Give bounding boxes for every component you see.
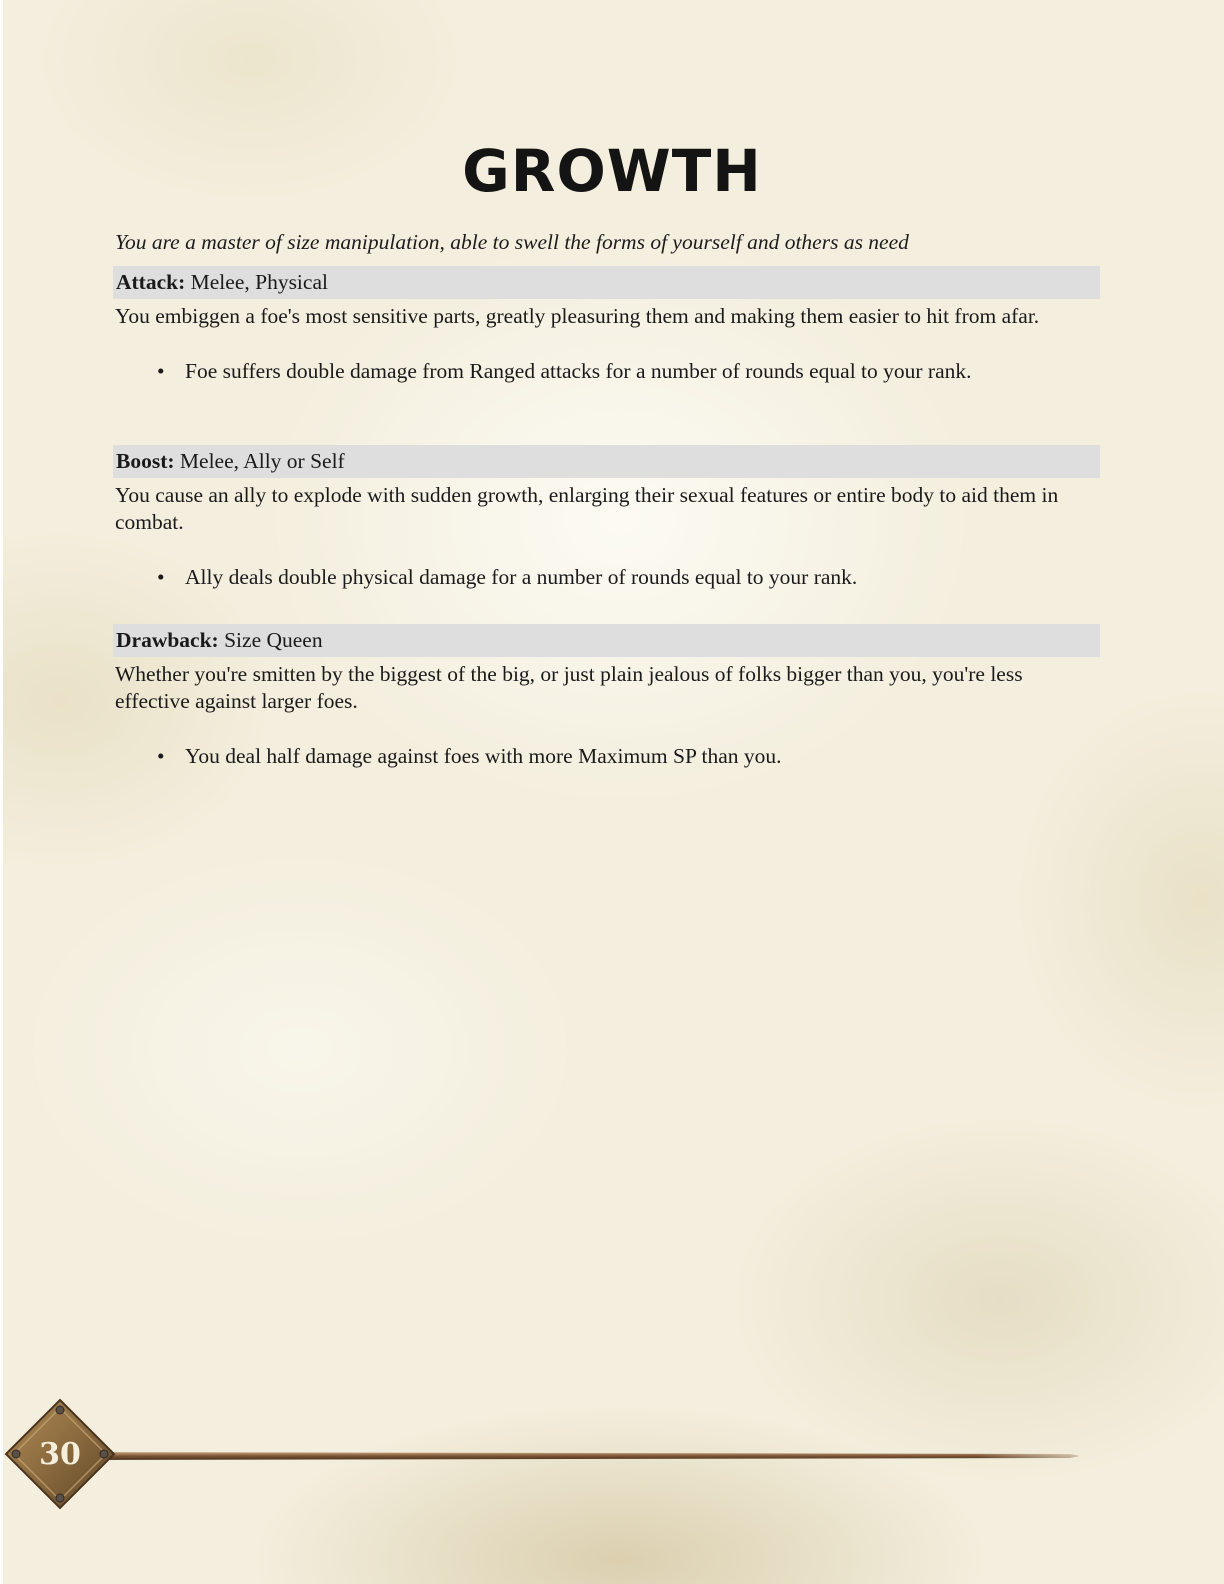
boost-bullet-text: Ally deals double physical damage for a number of rounds equal to your rank. xyxy=(185,565,858,589)
bullet-icon: • xyxy=(157,744,165,768)
drawback-section xyxy=(113,624,1100,770)
footer-rule xyxy=(60,1449,1080,1463)
attack-label: Attack: xyxy=(116,270,186,294)
attack-bullet-list xyxy=(113,358,1100,385)
drawback-header xyxy=(113,624,1100,657)
drawback-value: Size Queen xyxy=(224,628,323,652)
drawback-label: Drawback: xyxy=(116,628,219,652)
list-item xyxy=(113,564,1100,591)
attack-section xyxy=(113,266,1100,385)
drawback-description: Whether you're smitten by the biggest of the big, or just plain jealous of folks bigger than you, you're less effective against larger foes. xyxy=(115,662,1023,713)
drawback-bullet-list xyxy=(113,743,1100,770)
page-edge xyxy=(0,0,3,1584)
boost-header xyxy=(113,445,1100,478)
page-title: GROWTH xyxy=(462,137,762,205)
attack-header xyxy=(113,266,1100,299)
bullet-icon: • xyxy=(157,565,165,589)
boost-label: Boost: xyxy=(116,449,175,473)
boost-bullet-list xyxy=(113,564,1100,591)
boost-description: You cause an ally to explode with sudden growth, enlarging their sexual features or entire body to aid them in combat. xyxy=(115,483,1059,534)
drawback-bullet-text: You deal half damage against foes with more Maximum SP than you. xyxy=(185,744,782,768)
boost-value: Melee, Ally or Self xyxy=(179,449,345,473)
boost-section xyxy=(113,445,1100,591)
attack-bullet-text: Foe suffers double damage from Ranged attacks for a number of rounds equal to your rank. xyxy=(185,359,972,383)
list-item xyxy=(113,358,1100,385)
intro-text: You are a master of size manipulation, able to swell the forms of yourself and others as need xyxy=(115,230,909,254)
attack-value: Melee, Physical xyxy=(190,270,328,294)
bullet-icon: • xyxy=(157,359,165,383)
attack-description: You embiggen a foe's most sensitive parts, greatly pleasuring them and making them easier to hit from afar. xyxy=(115,304,1040,328)
page-number: 30 xyxy=(39,1437,81,1472)
list-item xyxy=(113,743,1100,770)
